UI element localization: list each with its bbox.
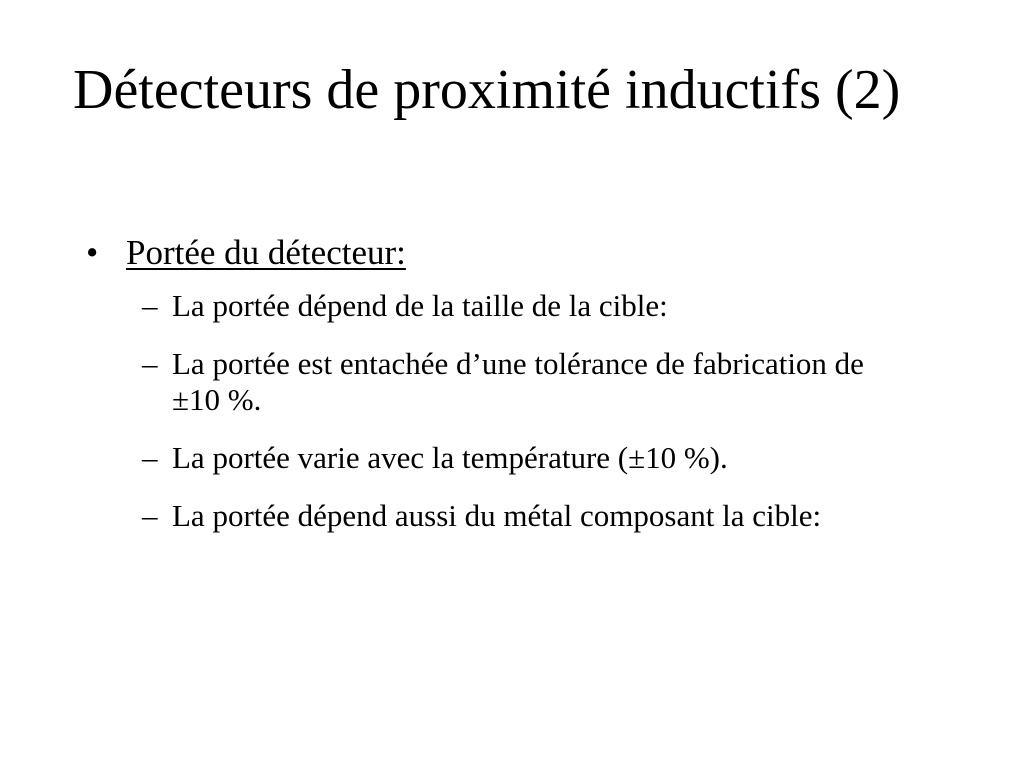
main-bullet-text: Portée du détecteur: <box>126 233 406 272</box>
sub-bullet-list <box>86 288 946 534</box>
sub-bullet-item <box>142 288 946 324</box>
sub-bullet-dash: – <box>142 346 158 381</box>
sub-bullet-text: La portée varie avec la température (±10 %). <box>172 440 728 475</box>
sub-bullet-item <box>142 440 946 476</box>
slide-title: Détecteurs de proximité inductifs (2) <box>73 59 901 121</box>
slide-body <box>86 232 946 556</box>
sub-bullet-item <box>142 498 946 534</box>
sub-bullet-dash: – <box>142 288 158 323</box>
sub-bullet-text: La portée dépend de la taille de la cible: <box>172 288 668 323</box>
sub-bullet-dash: – <box>142 498 158 533</box>
sub-bullet-item <box>142 346 946 418</box>
sub-bullet-text: La portée dépend aussi du métal composant la cible: <box>172 498 822 533</box>
bullet-marker: • <box>86 233 99 272</box>
sub-bullet-dash: – <box>142 440 158 475</box>
main-bullet <box>86 232 946 274</box>
sub-bullet-text: La portée est entachée d’une tolérance de fabrication de ±10 %. <box>172 346 864 417</box>
